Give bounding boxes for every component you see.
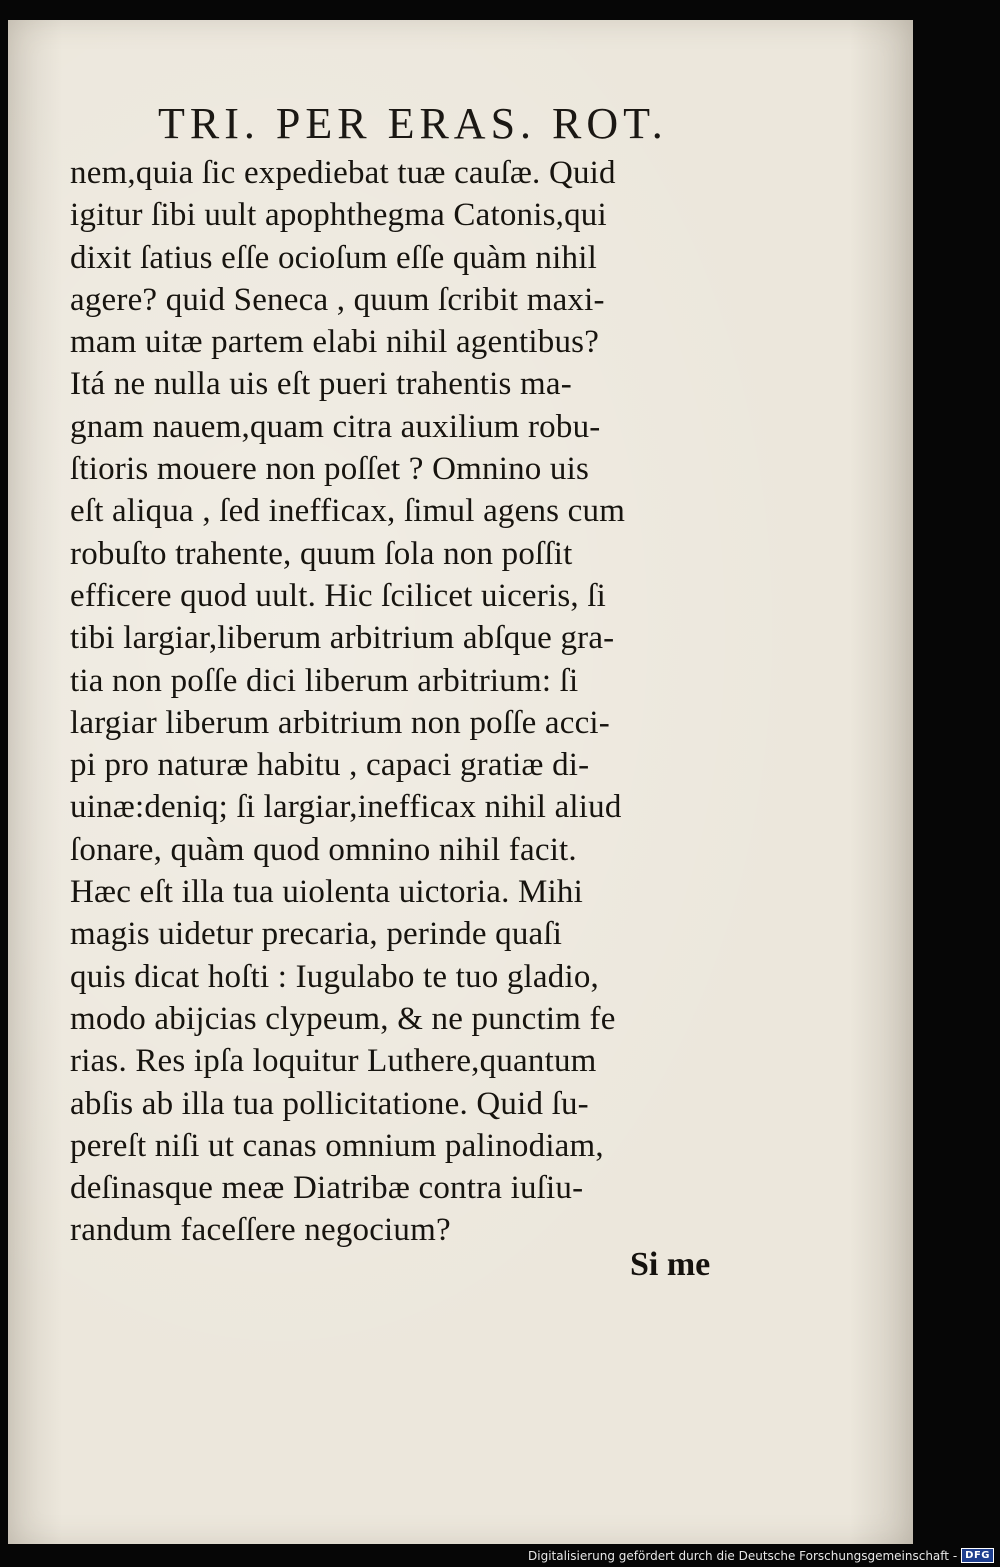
- dfg-logo-icon: DFG: [961, 1548, 994, 1563]
- text-line: ſtioris mouere non poſſet ? Omnino uis: [70, 451, 590, 488]
- running-head: TRI. PER ERAS. ROT.: [158, 99, 668, 148]
- text-line: gnam nauem,quam citra auxilium robu-: [70, 408, 601, 445]
- text-line: pi pro naturæ habitu , capaci gratiæ di-: [70, 747, 590, 784]
- text-line: ſonare, quàm quod omnino nihil facit.: [70, 831, 577, 868]
- text-line: robuſto trahente, quum ſola non poſſit: [70, 535, 573, 572]
- text-line: igitur ſibi uult apophthegma Catonis,qui: [70, 197, 607, 234]
- digitization-credit: [528, 1548, 994, 1563]
- text-line: randum faceſſere negocium?: [70, 1212, 451, 1249]
- text-line: modo abijcias clypeum, & ne punctim fe: [70, 1000, 616, 1037]
- text-line: Itá ne nulla uis eſt pueri trahentis ma-: [70, 366, 572, 403]
- text-block: [70, 152, 730, 1252]
- text-line: eſt aliqua , ſed inefficax, ſimul agens cum: [70, 493, 626, 530]
- text-line: efficere quod uult. Hic ſcilicet uiceris, ſi: [70, 577, 606, 614]
- text-line: largiar liberum arbitrium non poſſe acci-: [70, 704, 610, 741]
- text-line: mam uitæ partem elabi nihil agentibus?: [70, 324, 600, 361]
- text-line: tia non poſſe dici liberum arbitrium: ſi: [70, 662, 579, 699]
- text-line: magis uidetur precaria, perinde quaſi: [70, 916, 563, 953]
- text-line: deſinasque meæ Diatribæ contra iuſiu-: [70, 1170, 584, 1207]
- text-line: quis dicat hoſti : Iugulabo te tuo gladio,: [70, 958, 599, 995]
- text-line: Hæc eſt illa tua uiolenta uictoria. Mihi: [70, 874, 583, 911]
- book-page: [8, 20, 913, 1544]
- text-line: uinæ:deniq; ſi largiar,inefficax nihil aliud: [70, 789, 622, 826]
- text-line: pereſt niſi ut canas omnium palinodiam,: [70, 1127, 604, 1164]
- text-line: abſis ab illa tua pollicitatione. Quid ſu-: [70, 1085, 589, 1122]
- text-line: tibi largiar,liberum arbitrium abſque gra-: [70, 620, 615, 657]
- catchword: Si me: [630, 1246, 711, 1283]
- text-line: dixit ſatius eſſe ocioſum eſſe quàm nihil: [70, 239, 597, 276]
- credit-text: Digitalisierung gefördert durch die Deutsche Forschungsgemeinschaft -: [528, 1548, 958, 1563]
- text-line: agere? quid Seneca , quum ſcribit maxi-: [70, 281, 605, 318]
- text-line: nem,quia ſic expediebat tuæ cauſæ. Quid: [70, 155, 616, 191]
- text-line: rias. Res ipſa loquitur Luthere,quantum: [70, 1043, 597, 1080]
